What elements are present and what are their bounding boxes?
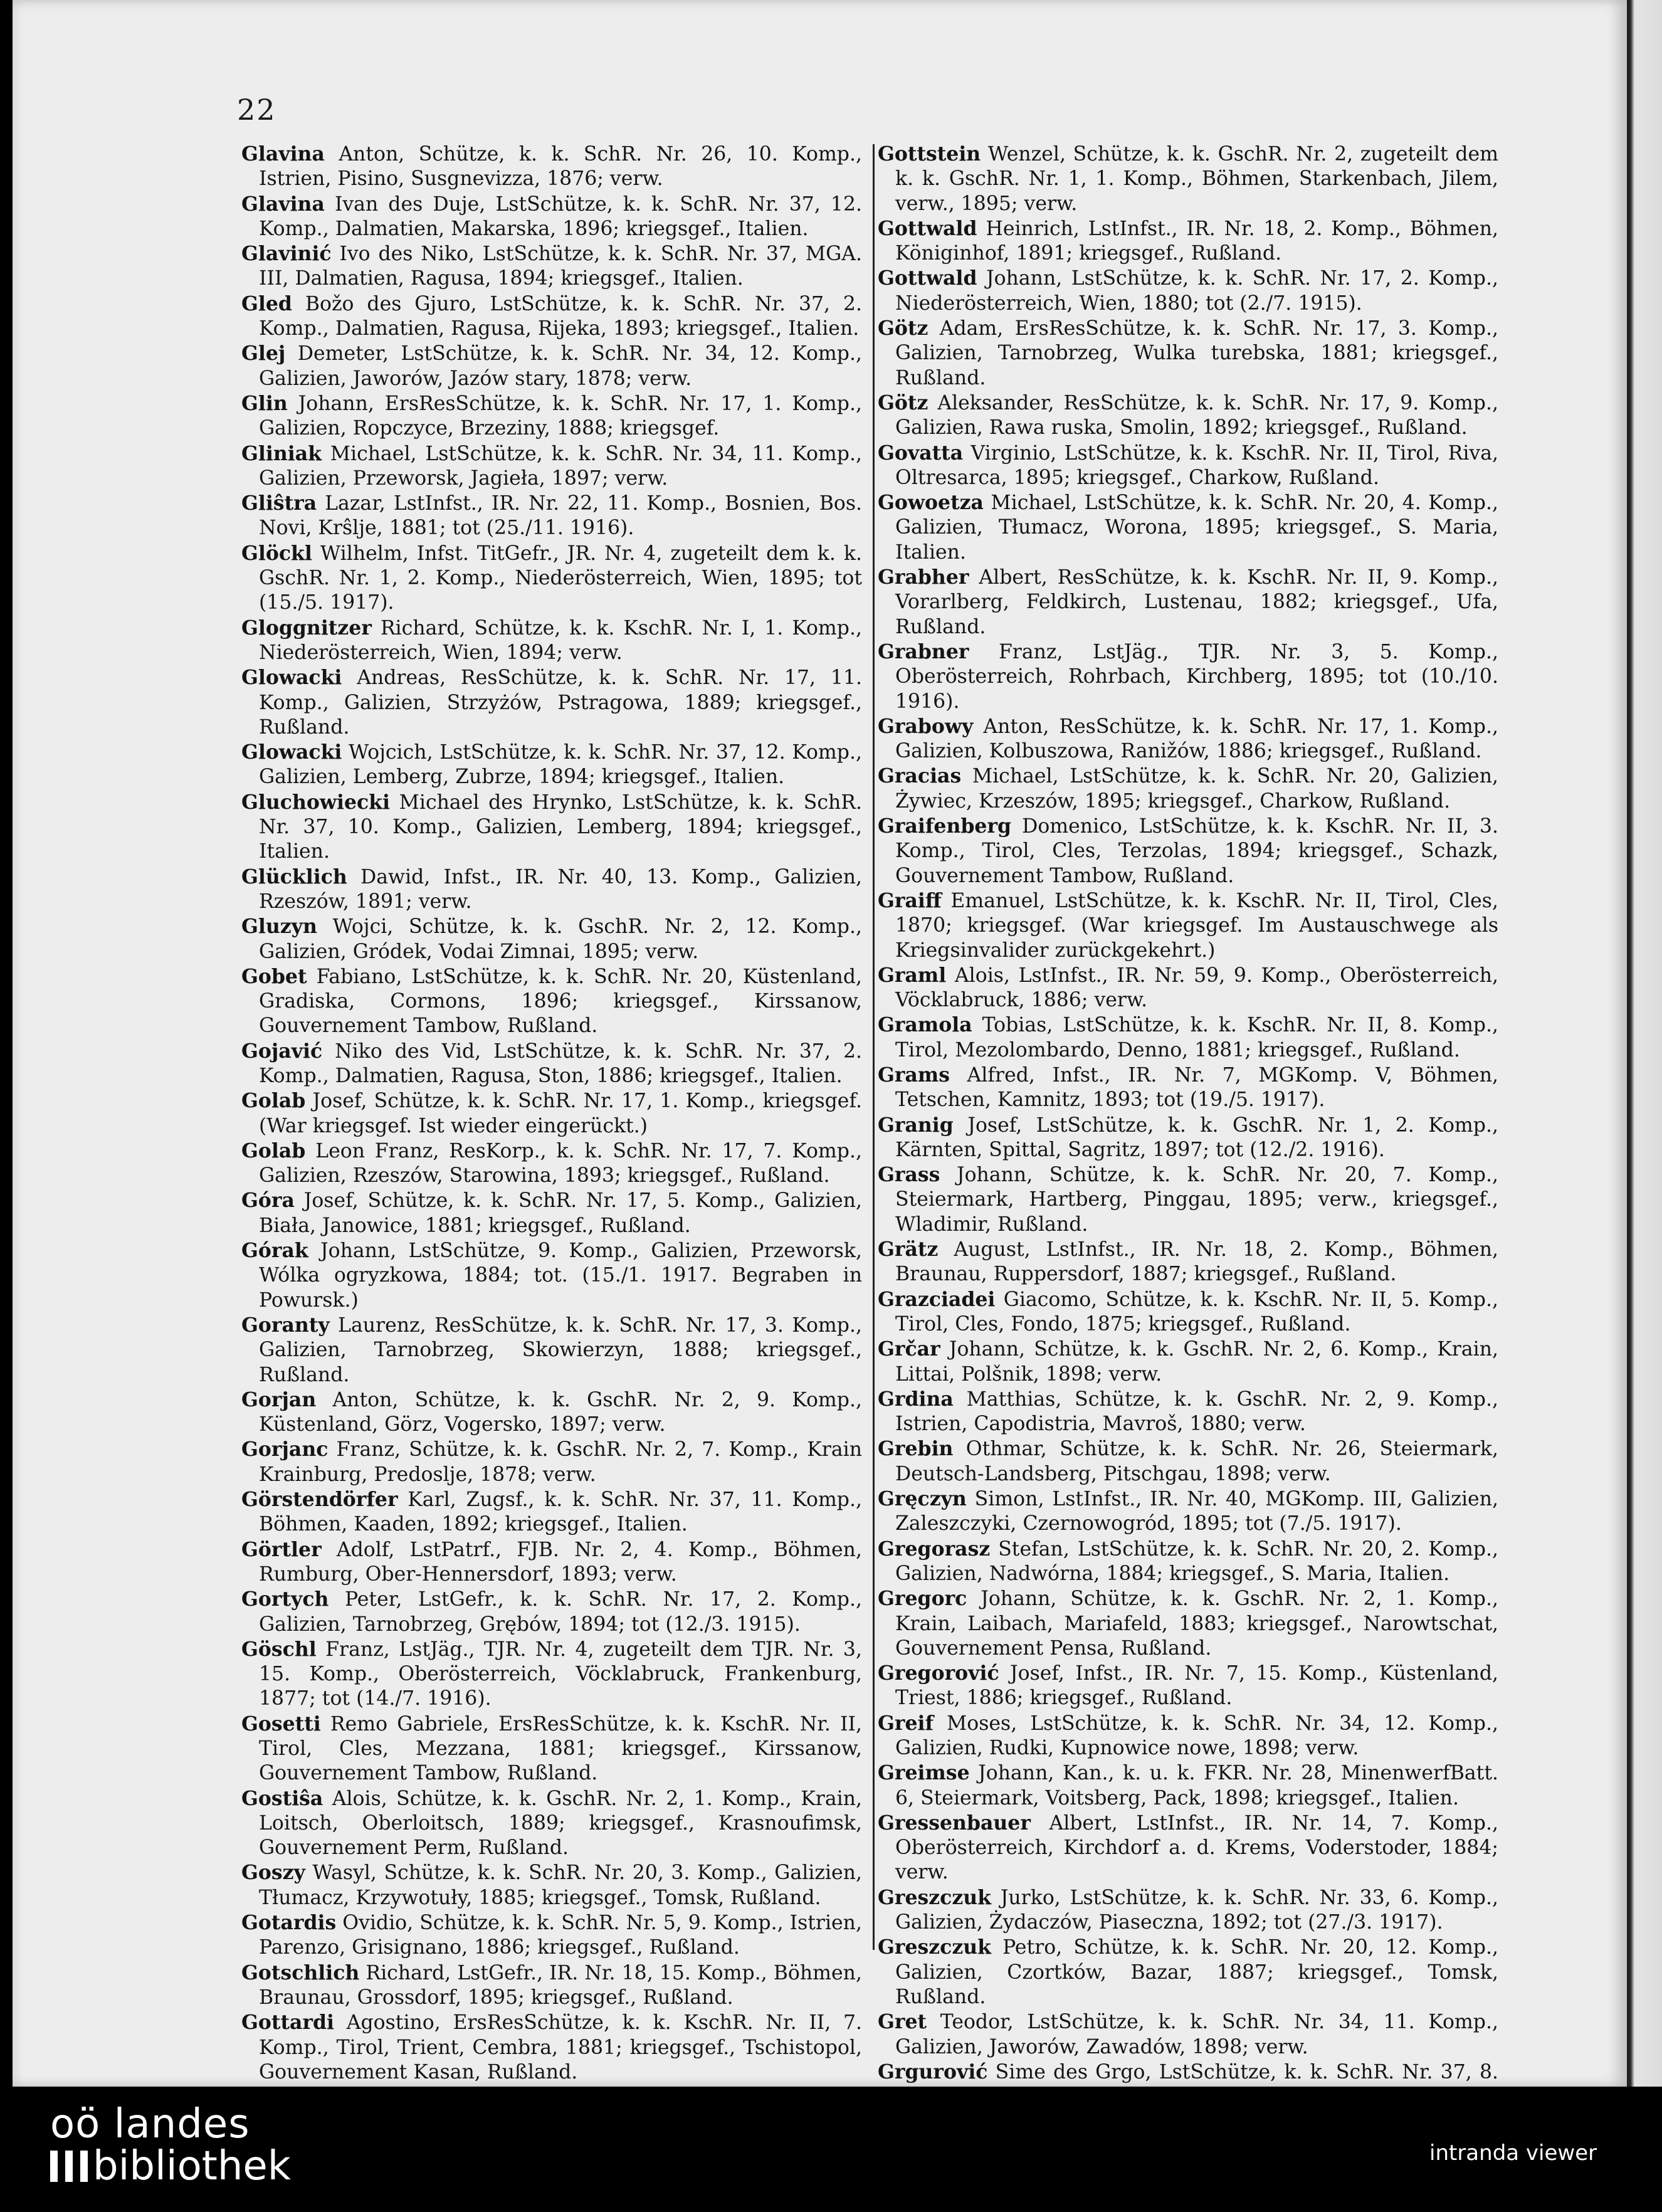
register-entry: [878, 640, 1498, 714]
entry-details: Fabiano, LstSchütze, k. k. SchR. Nr. 20, Küstenland, Gradiska, Cormons, 1896; kriegsgef., Kirssanow, Gouvernement Tambow, Rußland.: [259, 965, 862, 1038]
entry-surname: Gorjanc: [241, 1438, 329, 1462]
entry-surname: Greszczuk: [878, 1936, 991, 1959]
entry-details: Johann, Schütze, k. k. SchR. Nr. 20, 7. Komp., Steiermark, Hartberg, Pinggau, 1895; verw., kriegsgef., Wladimir, Rußland.: [895, 1164, 1498, 1236]
entry-details: Niko des Vid, LstSchütze, k. k. SchR. Nr. 37, 2. Komp., Dalmatien, Ragusa, Ston, 1886; kriegsgef., Italien.: [259, 1040, 862, 1087]
entry-details: Petro, Schütze, k. k. SchR. Nr. 20, 12. Komp., Galizien, Czortków, Bazar, 1887; kriegsgef., Tomsk, Rußland.: [895, 1936, 1498, 2008]
register-entry: [241, 1088, 862, 1139]
entry-surname: Görtler: [241, 1537, 322, 1561]
entry-surname: Grčar: [878, 1337, 940, 1361]
entry-surname: Graml: [878, 963, 947, 987]
entry-surname: Gregorasz: [878, 1537, 991, 1561]
register-entry: [878, 1661, 1498, 1711]
entry-details: Johann, LstSchütze, k. k. SchR. Nr. 17, 2. Komp., Niederösterreich, Wien, 1880; tot (2./7. 1915).: [895, 267, 1498, 315]
register-entry: [241, 1910, 862, 1961]
entry-surname: Glöckl: [241, 541, 312, 565]
entry-details: Ovidio, Schütze, k. k. SchR. Nr. 5, 9. Komp., Istrien, Parenzo, Grisignano, 1886; kriegsgef., Rußland.: [259, 1912, 862, 1959]
entry-details: Franz, Schütze, k. k. GschR. Nr. 2, 7. Komp., Krain Krainburg, Predoslje, 1878; verw.: [259, 1438, 862, 1486]
register-entry: [241, 616, 862, 666]
entry-details: Michael, LstSchütze, k. k. SchR. Nr. 20, 4. Komp., Galizien, Tłumacz, Worona, 1895; kriegsgef., S. Maria, Italien.: [895, 492, 1498, 564]
register-entry: [878, 316, 1498, 391]
entry-details: Leon Franz, ResKorp., k. k. SchR. Nr. 17, 7. Komp., Galizien, Rzeszów, Starowina, 1893; kriegsgef., Rußland.: [259, 1139, 862, 1188]
entry-details: Tobias, LstSchütze, k. k. KschR. Nr. II, 8. Komp., Tirol, Mezolombardo, Denno, 1881; kriegsgef., Rußland.: [895, 1014, 1498, 1061]
entry-details: Karl, Zugsf., k. k. SchR. Nr. 37, 11. Komp., Böhmen, Kaaden, 1892; kriegsgef., Italien.: [259, 1488, 862, 1536]
register-entry: [878, 1113, 1498, 1163]
entry-details: Michael des Hrynko, LstSchütze, k. k. SchR. Nr. 37, 10. Komp., Galizien, Lemberg, 1894; kriegsgef., Italien.: [259, 791, 862, 863]
register-entry: [878, 441, 1498, 491]
register-entry: [241, 241, 862, 292]
entry-surname: Glavina: [241, 192, 325, 216]
entry-surname: Gramola: [878, 1013, 972, 1037]
entry-surname: Gotschlich: [241, 1961, 360, 1984]
entry-details: Alois, LstInfst., IR. Nr. 59, 9. Komp., Oberösterreich, Vöcklabruck, 1886; verw.: [895, 964, 1498, 1012]
entry-details: Simon, LstInfst., IR. Nr. 40, MGKomp. III, Galizien, Zaleszczyki, Czernowogród, 1895; tot (7./5. 1917).: [895, 1488, 1498, 1535]
entry-surname: Grazciadei: [878, 1287, 996, 1311]
entry-surname: Grabher: [878, 566, 969, 589]
entry-surname: Gottwald: [878, 216, 977, 240]
entry-surname: [241, 2085, 334, 2087]
register-entry: [241, 1860, 862, 1910]
entry-surname: Gracias: [878, 764, 962, 788]
entry-details: Johann, Schütze, k. k. GschR. Nr. 2, 6. Komp., Krain, Littai, Polšnik, 1898; verw.: [895, 1338, 1498, 1386]
entry-surname: Glowacki: [241, 666, 342, 690]
logo-text-bibliothek: bibliothek: [93, 2143, 291, 2189]
entry-details: Josef, Schütze, k. k. SchR. Nr. 17, 1. Komp., kriegsgef. (War kriegsgef. Ist wieder eingerückt.): [259, 1090, 862, 1137]
register-entry: [241, 391, 862, 441]
entry-details: Adolf, LstPatrf., FJB. Nr. 2, 4. Komp., Böhmen, Rumburg, Ober-Hennersdorf, 1893; verw.: [259, 1538, 862, 1586]
adjacent-page-edge: [1627, 0, 1662, 2087]
entry-surname: Greszczuk: [878, 1885, 991, 1909]
entry-details: Božo des Gjuro, LstSchütze, k. k. SchR. Nr. 37, 2. Komp., Dalmatien, Ragusa, Rijeka, 1893; kriegsgef., Italien.: [259, 292, 862, 340]
entry-surname: Glücklich: [241, 865, 347, 888]
entry-details: Johann, ErsResSchütze, k. k. SchR. Nr. 17, 1. Komp., Galizien, Ropczyce, Brzeziny, 1888; kriegsgef.: [259, 392, 862, 440]
register-entry: [241, 2010, 862, 2085]
register-entry: [241, 491, 862, 541]
entry-details: Wasyl, Schütze, k. k. SchR. Nr. 20, 3. Komp., Galizien, Tłumacz, Krzywotuły, 1885; kriegsgef., Tomsk, Rußland.: [259, 1862, 862, 1909]
entry-surname: Grgurović: [878, 2060, 988, 2083]
entry-surname: Gottardi: [241, 2011, 335, 2035]
entry-details: Richard, LstGefr., IR. Nr. 18, 15. Komp., Böhmen, Braunau, Grossdorf, 1895; kriegsgef., Rußland.: [259, 1961, 862, 2009]
register-entry: [241, 1487, 862, 1537]
entry-surname: Gluchowiecki: [241, 790, 390, 814]
entry-surname: Govatta: [878, 441, 964, 465]
register-entry: [878, 1387, 1498, 1437]
logo-text-line-2: [50, 2144, 291, 2188]
entry-details: Ivo des Niko, LstSchütze, k. k. SchR. Nr. 37, MGA. III, Dalmatien, Ragusa, 1894; kriegsgef., Italien.: [259, 243, 862, 290]
entry-surname: Goranty: [241, 1313, 330, 1337]
entry-surname: Gregorović: [878, 1662, 999, 1685]
entry-details: Wenzel, Schütze, k. k. GschR. Nr. 2, zugeteilt dem k. k. GschR. Nr. 1, 1. Komp., Böhmen, Starkenbach, Jilem, verw., 1895; verw.: [895, 143, 1498, 215]
entry-details: Aleksander, ResSchütze, k. k. SchR. Nr. 17, 9. Komp., Galizien, Rawa ruska, Smolin, 1892; kriegsgef., Rußland.: [895, 391, 1498, 440]
entry-surname: Gortych: [241, 1588, 329, 1611]
entry-details: [259, 2086, 862, 2087]
entry-details: Ivan des Duje, LstSchütze, k. k. SchR. Nr. 37, 12. Komp., Dalmatien, Makarska, 1896; kriegsgef., Italien.: [259, 192, 862, 240]
entry-details: Wojcich, LstSchütze, k. k. SchR. Nr. 37, 12. Komp., Galizien, Lemberg, Zubrze, 1894; kriegsgef., Italien.: [259, 741, 862, 789]
entry-surname: Gostiŝa: [241, 1786, 323, 1810]
column-divider: [873, 144, 875, 1950]
entry-details: Adam, ErsResSchütze, k. k. SchR. Nr. 17, 3. Komp., Galizien, Tarnobrzeg, Wulka turebska, 1881; kriegsgef., Rußland.: [895, 317, 1498, 389]
entry-surname: Gottstein: [878, 142, 981, 166]
entry-surname: Goszy: [241, 1861, 305, 1885]
register-entry: [878, 714, 1498, 764]
register-entry: [241, 441, 862, 492]
entry-surname: Graifenberg: [878, 814, 1012, 838]
register-entry: [878, 2060, 1498, 2087]
library-logo[interactable]: [50, 2101, 291, 2189]
entry-surname: Gowoetza: [878, 491, 984, 515]
entry-details: August, LstInfst., IR. Nr. 18, 2. Komp., Böhmen, Braunau, Ruppersdorf, 1887; kriegsgef., Rußland.: [895, 1238, 1498, 1286]
entry-surname: Glin: [241, 391, 288, 415]
entry-surname: Gret: [878, 2010, 927, 2034]
register-entry: [241, 2085, 862, 2087]
register-entry: [878, 142, 1498, 216]
entry-details: Johann, Kan., k. u. k. FKR. Nr. 28, MinenwerfBatt. 6, Steiermark, Voitsberg, Pack, 1898; kriegsgef., Italien.: [895, 1762, 1498, 1809]
entry-surname: Grabowy: [878, 714, 974, 738]
entry-details: Peter, LstGefr., k. k. SchR. Nr. 17, 2. Komp., Galizien, Tarnobrzeg, Grębów, 1894; tot (12./3. 1915).: [259, 1588, 862, 1636]
entry-surname: Gliŝtra: [241, 492, 317, 515]
entry-details: Giacomo, Schütze, k. k. KschR. Nr. II, 5. Komp., Tirol, Cles, Fondo, 1875; kriegsgef., Rußland.: [895, 1288, 1498, 1335]
entry-details: Teodor, LstSchütze, k. k. SchR. Nr. 34, 11. Komp., Galizien, Jaworów, Zawadów, 1898; verw.: [895, 2011, 1498, 2058]
entry-details: Lazar, LstInfst., IR. Nr. 22, 11. Komp., Bosnien, Bos. Novi, Krŝlje, 1881; tot (25./11. 1916).: [259, 492, 862, 540]
entry-details: Anton, Schütze, k. k. SchR. Nr. 26, 10. Komp., Istrien, Pisino, Susgnevizza, 1876; verw.: [259, 143, 862, 191]
entry-surname: Götz: [878, 391, 928, 414]
register-entry: [241, 1437, 862, 1487]
register-entry: [241, 1961, 862, 2011]
entry-surname: Grdina: [878, 1387, 954, 1411]
entry-details: Andreas, ResSchütze, k. k. SchR. Nr. 17, 11. Komp., Galizien, Strzyżów, Pstragowa, 1889; kriegsgef., Rußland.: [259, 666, 862, 739]
register-entry: [241, 341, 862, 391]
register-entry: [241, 192, 862, 242]
entry-surname: Granig: [878, 1113, 954, 1137]
register-entry: [878, 565, 1498, 640]
register-entry: [241, 1313, 862, 1388]
register-entry: [241, 1587, 862, 1637]
entry-details: Josef, Schütze, k. k. SchR. Nr. 17, 5. Komp., Galizien, Biała, Janowice, 1881; kriegsgef., Rußland.: [259, 1189, 862, 1237]
entry-details: Emanuel, LstSchütze, k. k. KschR. Nr. II, Tirol, Cles, 1870; kriegsgef. (War kriegsgef. Im Austauschwege als Kriegsinvalider zurückgekehrt.): [895, 889, 1498, 962]
register-entry: [878, 391, 1498, 441]
register-entry: [241, 1637, 862, 1712]
register-entry: [878, 1885, 1498, 1936]
viewer-label[interactable]: intranda viewer: [1429, 2141, 1597, 2166]
entry-surname: Götz: [878, 317, 928, 340]
register-entry: [878, 814, 1498, 888]
entry-details: Othmar, Schütze, k. k. SchR. Nr. 26, Steiermark, Deutsch-Landsberg, Pitschgau, 1898; verw.: [895, 1438, 1498, 1485]
entry-details: Alois, Schütze, k. k. GschR. Nr. 2, 1. Komp., Krain, Loitsch, Oberloitsch, 1889; kriegsgef., Krasnoufimsk, Gouvernement Perm, Rußland.: [259, 1787, 862, 1860]
entry-surname: Gorjan: [241, 1388, 317, 1411]
register-entry: [241, 865, 862, 915]
entry-details: Johann, LstSchütze, 9. Komp., Galizien, Przeworsk, Wólka ogryzkowa, 1884; tot. (15./1. 1917. Begraben in Powursk.): [259, 1240, 862, 1312]
page-number: 22: [237, 93, 276, 127]
register-entry: [241, 1139, 862, 1189]
entry-details: Anton, ResSchütze, k. k. SchR. Nr. 17, 1. Komp., Galizien, Kolbuszowa, Ranižów, 1886; kriegsgef., Rußland.: [895, 715, 1498, 763]
register-entry: [241, 1537, 862, 1588]
entry-surname: Gosetti: [241, 1712, 321, 1735]
register-entry: [241, 914, 862, 964]
entry-details: Josef, LstSchütze, k. k. GschR. Nr. 1, 2. Komp., Kärnten, Spittal, Sagritz, 1897; tot (12./2. 1916).: [895, 1114, 1498, 1161]
register-entry: [241, 665, 862, 740]
entry-details: Michael, LstSchütze, k. k. SchR. Nr. 34, 11. Komp., Galizien, Przeworsk, Jagieła, 1897; verw.: [259, 442, 862, 490]
entry-details: Virginio, LstSchütze, k. k. KschR. Nr. II, Tirol, Riva, Oltresarca, 1895; kriegsgef., Charkow, Rußland.: [895, 441, 1498, 489]
entry-details: Alfred, Infst., IR. Nr. 7, MGKomp. V, Böhmen, Tetschen, Kamnitz, 1893; tot (19./5. 1917).: [895, 1063, 1498, 1112]
entry-details: Josef, Infst., IR. Nr. 7, 15. Komp., Küstenland, Triest, 1886; kriegsgef., Rußland.: [895, 1662, 1498, 1710]
entry-surname: Górak: [241, 1239, 308, 1263]
register-entry: [878, 1162, 1498, 1237]
entry-surname: Golab: [241, 1089, 306, 1113]
register-entry: [878, 1237, 1498, 1287]
entry-details: Domenico, LstSchütze, k. k. KschR. Nr. II, 3. Komp., Tirol, Cles, Terzolas, 1894; kriegsgef., Schazk, Gouvernement Tambow, Rußland.: [895, 815, 1498, 887]
register-entry: [241, 740, 862, 790]
entry-details: Albert, ResSchütze, k. k. KschR. Nr. II, 9. Komp., Vorarlberg, Feldkirch, Lustenau, 1882; kriegsgef., Ufa, Rußland.: [895, 566, 1498, 638]
entry-surname: Gregorc: [878, 1587, 967, 1611]
register-entry: [878, 1711, 1498, 1761]
entry-surname: Gled: [241, 292, 292, 315]
register-entry: [241, 964, 862, 1039]
entry-surname: Grebin: [878, 1437, 954, 1461]
register-entry: [878, 1063, 1498, 1113]
entry-surname: Golab: [241, 1139, 306, 1162]
register-entry: [241, 1786, 862, 1861]
register-entry: [878, 266, 1498, 316]
entry-details: Stefan, LstSchütze, k. k. SchR. Nr. 20, 2. Komp., Galizien, Nadwórna, 1884; kriegsgef., S. Maria, Italien.: [895, 1537, 1498, 1585]
entry-surname: Göschl: [241, 1637, 317, 1661]
entry-surname: Greif: [878, 1711, 934, 1735]
register-entry: [878, 216, 1498, 266]
entry-surname: Grätz: [878, 1238, 939, 1261]
register-entry: [878, 1013, 1498, 1063]
entry-details: Franz, LstJäg., TJR. Nr. 3, 5. Komp., Oberösterreich, Rohrbach, Kirchberg, 1895; tot (10./10. 1916).: [895, 640, 1498, 713]
register-entry: [878, 2009, 1498, 2060]
register-entry: [241, 1188, 862, 1238]
entry-details: Remo Gabriele, ErsResSchütze, k. k. KschR. Nr. II, Tirol, Cles, Mezzana, 1881; kriegsgef., Kirssanow, Gouvernement Tambow, Rußland.: [259, 1712, 862, 1785]
register-entry: [878, 888, 1498, 963]
register-entry: [241, 790, 862, 865]
register-entry: [878, 1935, 1498, 2009]
register-entry: [878, 1811, 1498, 1885]
entry-surname: Grass: [878, 1163, 940, 1187]
scanned-page: [13, 0, 1627, 2087]
entry-surname: Gręczyn: [878, 1487, 967, 1511]
register-entry: [241, 541, 862, 616]
entry-details: Michael, LstSchütze, k. k. SchR. Nr. 20, Galizien, Żywiec, Krzeszów, 1895; kriegsgef., Charkow, Rußland.: [895, 765, 1498, 813]
entry-surname: Gobet: [241, 964, 307, 988]
entry-details: Albert, LstInfst., IR. Nr. 14, 7. Komp., Oberösterreich, Kirchdorf a. d. Krems, Voderstoder, 1884; verw.: [895, 1811, 1498, 1884]
entry-surname: Góra: [241, 1189, 295, 1213]
register-entry: [878, 1337, 1498, 1387]
entry-details: Matthias, Schütze, k. k. GschR. Nr. 2, 9. Komp., Istrien, Capodistria, Mavroš, 1880; verw.: [895, 1388, 1498, 1436]
register-entry: [241, 1388, 862, 1438]
register-entry: [878, 1287, 1498, 1337]
entry-surname: Görstendörfer: [241, 1488, 398, 1512]
register-entry: [241, 1238, 862, 1313]
register-entry: [241, 1712, 862, 1786]
entry-surname: Gliniak: [241, 441, 322, 465]
entry-details: Wojci, Schütze, k. k. GschR. Nr. 2, 12. Komp., Galizien, Gródek, Vodai Zimnai, 1895; verw.: [259, 915, 862, 963]
logo-text-line-1: oö landes: [50, 2101, 250, 2147]
entry-details: Demeter, LstSchütze, k. k. SchR. Nr. 34, 12. Komp., Galizien, Jaworów, Jazów stary, 1878; verw.: [259, 342, 862, 390]
entry-details: Moses, LstSchütze, k. k. SchR. Nr. 34, 12. Komp., Galizien, Rudki, Kupnowice nowe, 1898; verw.: [895, 1712, 1498, 1759]
entry-details: Sime des Grgo, LstSchütze, k. k. SchR. Nr. 37, 8.: [995, 2060, 1498, 2083]
entry-surname: Glowacki: [241, 740, 342, 764]
entry-details: Dawid, Infst., IR. Nr. 40, 13. Komp., Galizien, Rzeszów, 1891; verw.: [259, 865, 862, 913]
entry-surname: Glej: [241, 342, 286, 366]
right-column: [878, 142, 1498, 2087]
register-entry: [878, 490, 1498, 565]
logo-bars-icon: [50, 2151, 88, 2182]
register-entry: [241, 292, 862, 342]
entry-surname: Gloggnitzer: [241, 616, 372, 640]
entry-surname: Grabner: [878, 640, 969, 663]
entry-details: Richard, Schütze, k. k. KschR. Nr. I, 1. Komp., Niederösterreich, Wien, 1894; verw.: [259, 616, 862, 664]
entry-details: Laurenz, ResSchütze, k. k. SchR. Nr. 17, 3. Komp., Galizien, Tarnobrzeg, Skowierzyn, 1888; kriegsgef., Rußland.: [259, 1314, 862, 1386]
register-entry: [878, 764, 1498, 814]
register-entry: [878, 1436, 1498, 1487]
register-entry: [878, 1537, 1498, 1587]
entry-details: Wilhelm, Infst. TitGefr., JR. Nr. 4, zugeteilt dem k. k. GschR. Nr. 1, 2. Komp., Niederösterreich, Wien, 1895; tot (15./5. 1917).: [259, 542, 862, 614]
register-entry: [878, 1487, 1498, 1537]
entry-details: Anton, Schütze, k. k. GschR. Nr. 2, 9. Komp., Küstenland, Görz, Vogersko, 1897; verw.: [259, 1388, 862, 1436]
entry-surname: Greimse: [878, 1761, 970, 1785]
entry-surname: Glavina: [241, 142, 325, 166]
entry-details: Jurko, LstSchütze, k. k. SchR. Nr. 33, 6. Komp., Galizien, Żydaczów, Piaseczna, 1892; tot (27./3. 1917).: [895, 1886, 1498, 1934]
entry-details: Heinrich, LstInfst., IR. Nr. 18, 2. Komp., Böhmen, Königinhof, 1891; kriegsgef., Rußland.: [895, 217, 1498, 265]
left-column: [241, 142, 862, 2087]
entry-surname: Gluzyn: [241, 915, 317, 939]
entry-surname: Gojavić: [241, 1039, 323, 1063]
register-entry: [878, 963, 1498, 1013]
entry-surname: Glavinić: [241, 242, 332, 266]
entry-details: Agostino, ErsResSchütze, k. k. KschR. Nr. II, 7. Komp., Tirol, Trient, Cembra, 1881; kriegsgef., Tschistopol, Gouvernement Kasan, Rußland.: [259, 2011, 862, 2083]
register-entry: [878, 1586, 1498, 1661]
entry-surname: Gressenbauer: [878, 1811, 1031, 1835]
register-entry: [241, 1039, 862, 1089]
entry-surname: Gotardis: [241, 1911, 337, 1935]
entry-surname: Graiff: [878, 888, 942, 912]
entry-surname: Gottwald: [878, 266, 977, 290]
register-entry: [878, 1761, 1498, 1811]
entry-surname: Grams: [878, 1063, 950, 1087]
entry-details: Johann, Schütze, k. k. GschR. Nr. 2, 1. Komp., Krain, Laibach, Mariafeld, 1883; kriegsgef., Narowtschat, Gouvernement Pensa, Rußland.: [895, 1588, 1498, 1660]
register-entry: [241, 142, 862, 192]
entry-details: Franz, LstJäg., TJR. Nr. 4, zugeteilt dem TJR. Nr. 3, 15. Komp., Oberösterreich, Vöcklabruck, Frankenburg, 1877; tot (14./7. 1916).: [259, 1638, 862, 1710]
